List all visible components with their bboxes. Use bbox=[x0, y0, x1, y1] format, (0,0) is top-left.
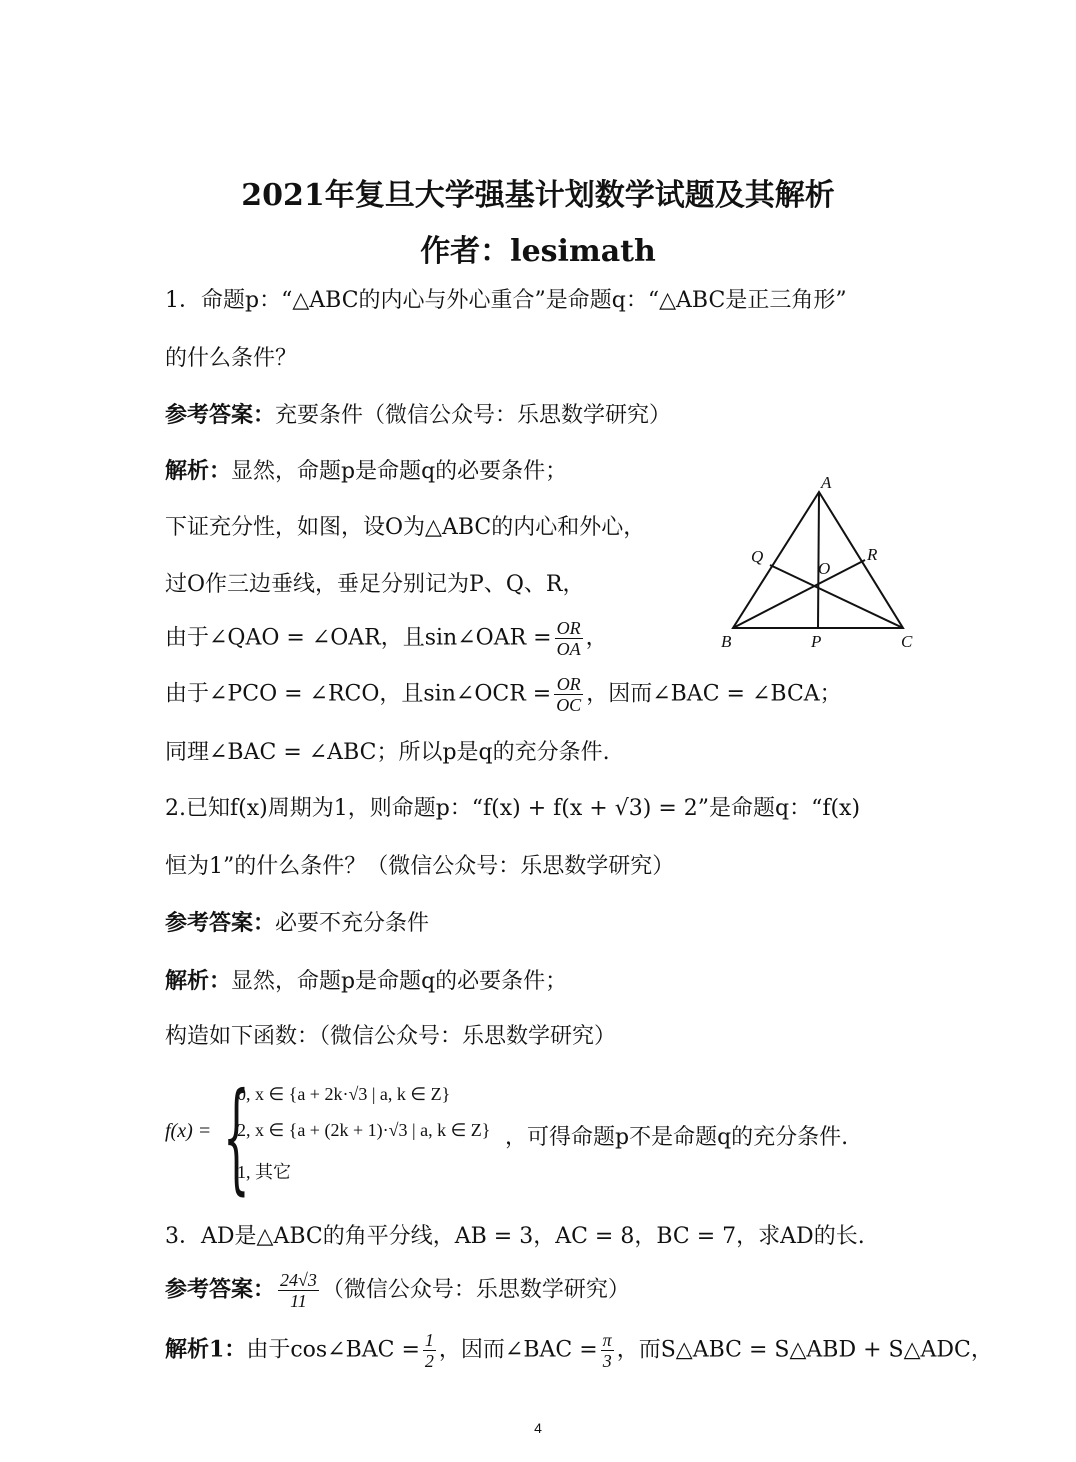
case-1: 0, x ∈ {a + 2k·√3 | a, k ∈ Z} bbox=[237, 1084, 451, 1104]
denominator: OA bbox=[556, 639, 581, 659]
left-brace: { bbox=[223, 1068, 250, 1207]
numerator: OR bbox=[554, 674, 583, 695]
answer-label: 参考答案： bbox=[165, 1276, 276, 1303]
sol-post: ，而S△ABC = S△ABD + S△ADC， bbox=[616, 1337, 993, 1363]
solution-label: 解析： bbox=[165, 968, 232, 994]
denominator: 3 bbox=[602, 1351, 612, 1371]
answer-text: 必要不充分条件 bbox=[275, 911, 430, 936]
sol5-pre: 由于∠PCO = ∠RCO，且sin∠OCR = bbox=[165, 681, 552, 707]
function-name: f(x) = bbox=[165, 1120, 212, 1142]
denominator: 2 bbox=[424, 1351, 434, 1371]
numerator: 1 bbox=[424, 1330, 434, 1350]
case-2: 2, x ∈ {a + (2k + 1)·√3 | a, k ∈ Z} bbox=[237, 1120, 491, 1140]
q2-line1: 2.已知f(x)周期为1，则命题p：“f(x) + f(x + √3) = 2”是命题q：“f(x) bbox=[165, 796, 861, 821]
q1-line2: 的什么条件？ bbox=[165, 346, 298, 371]
sol4-post: ， bbox=[585, 625, 608, 651]
line-bo bbox=[733, 560, 865, 628]
answer-label: 参考答案： bbox=[165, 910, 276, 936]
piecewise-function bbox=[165, 1068, 965, 1207]
q1-sol4 bbox=[165, 618, 608, 659]
q1-line1: 1．命题p：“△ABC的内心与外心重合”是命题q：“△ABC是正三角形” bbox=[165, 288, 847, 313]
label-r: R bbox=[867, 545, 878, 564]
page-number: 4 bbox=[534, 1420, 542, 1436]
q3-sol bbox=[165, 1330, 993, 1371]
sol5-post: ，因而∠BAC = ∠BCA； bbox=[586, 681, 842, 707]
numerator: 24√3 bbox=[280, 1270, 317, 1290]
label-o: O bbox=[818, 559, 831, 578]
q3-answer bbox=[165, 1270, 630, 1311]
answer-label: 参考答案： bbox=[165, 402, 276, 428]
author-line: 作者：lesimath bbox=[420, 234, 656, 269]
fraction bbox=[423, 1330, 436, 1371]
denominator: OC bbox=[556, 695, 582, 715]
label-b: B bbox=[721, 632, 732, 651]
conclusion: ，可得命题p不是命题q的充分条件. bbox=[505, 1125, 849, 1150]
case-3: 1, 其它 bbox=[237, 1162, 291, 1182]
q2-line2: 恒为1”的什么条件？（微信公众号：乐思数学研究） bbox=[165, 854, 675, 879]
sol-pre: 由于cos∠BAC = bbox=[246, 1337, 420, 1363]
label-c: C bbox=[901, 632, 913, 651]
q2-sol1 bbox=[165, 966, 567, 997]
q3-line1: 3．AD是△ABC的角平分线，AB = 3，AC = 8，BC = 7，求AD的长. bbox=[165, 1224, 865, 1249]
sol4-pre: 由于∠QAO = ∠OAR，且sin∠OAR = bbox=[165, 625, 552, 651]
q2-sol2: 构造如下函数：（微信公众号：乐思数学研究） bbox=[165, 1024, 617, 1049]
q1-answer bbox=[165, 400, 671, 431]
q1-sol6: 同理∠BAC = ∠ABC；所以p是q的充分条件. bbox=[165, 740, 610, 765]
answer-note: （微信公众号：乐思数学研究） bbox=[321, 1277, 630, 1303]
label-a: A bbox=[821, 473, 832, 492]
fraction bbox=[278, 1270, 319, 1311]
label-p: P bbox=[811, 632, 822, 651]
answer-note: （微信公众号：乐思数学研究） bbox=[363, 403, 672, 428]
q1-sol3: 过O作三边垂线，垂足分别记为P、Q、R， bbox=[165, 572, 585, 597]
numerator: OR bbox=[556, 618, 581, 638]
solution-text: 显然，命题p是命题q的必要条件； bbox=[231, 969, 568, 994]
solution-label: 解析： bbox=[165, 458, 232, 484]
solution-text: 显然，命题p是命题q的必要条件； bbox=[231, 459, 568, 484]
fraction bbox=[555, 618, 583, 659]
numerator: π bbox=[602, 1330, 612, 1350]
fraction bbox=[554, 674, 583, 715]
fraction bbox=[601, 1330, 614, 1371]
q1-sol2: 下证充分性，如图，设O为△ABC的内心和外心， bbox=[165, 515, 646, 540]
q1-sol5 bbox=[165, 674, 842, 715]
sol-mid: ，因而∠BAC = bbox=[438, 1337, 598, 1363]
triangle-figure bbox=[715, 470, 930, 655]
label-q: Q bbox=[751, 547, 764, 566]
document-title: 2021年复旦大学强基计划数学试题及其解析 bbox=[241, 178, 835, 213]
q2-answer bbox=[165, 908, 429, 939]
solution-label: 解析1： bbox=[165, 1336, 247, 1363]
q1-sol1 bbox=[165, 456, 567, 487]
denominator: 11 bbox=[290, 1291, 307, 1311]
answer-text: 充要条件 bbox=[275, 403, 364, 428]
